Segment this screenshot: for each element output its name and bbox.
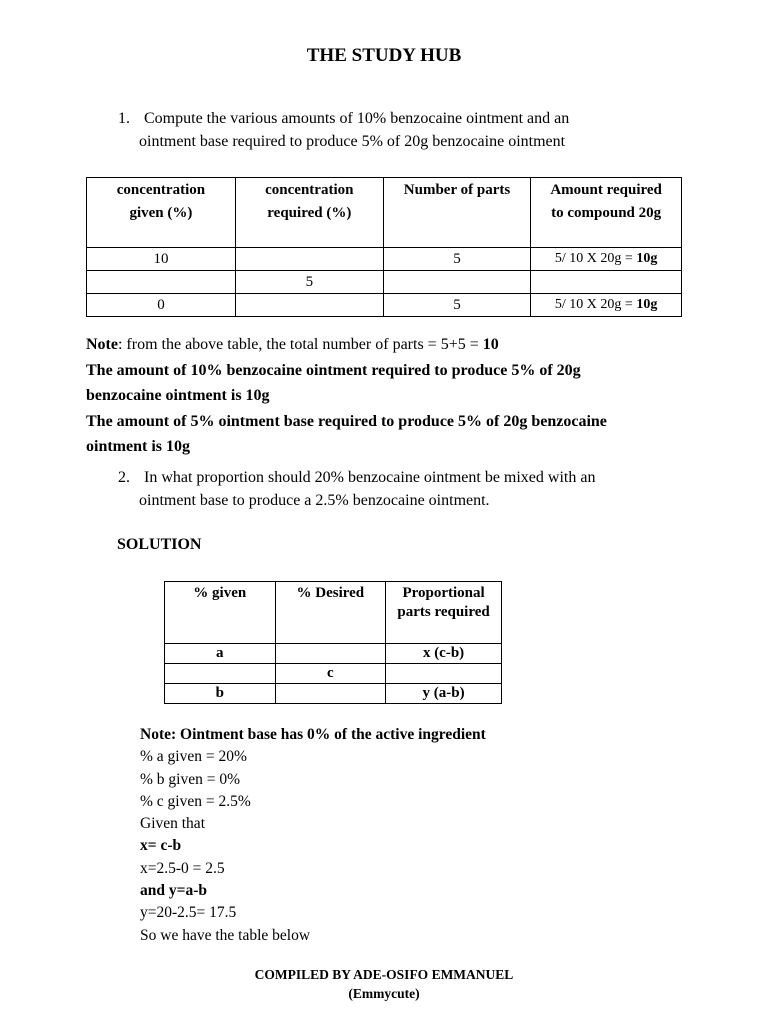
solution-line: Given that [140, 815, 205, 833]
amount-statement-line: ointment is 10g [86, 438, 190, 455]
footer-nickname: (Emmycute) [348, 986, 420, 1001]
amount-statement-line: The amount of 5% ointment base required to produce 5% of 20g benzocaine [86, 412, 607, 430]
note-total: 10 [482, 336, 499, 353]
question-text-line: ointment base to produce a 2.5% benzocaine ointment. [139, 492, 490, 509]
solution-line: and y=a-b [140, 882, 207, 900]
note-label: Note [86, 336, 118, 353]
solution-line: x= c-b [140, 837, 182, 855]
question-text-line: Compute the various amounts of 10% benzocaine ointment and an [144, 110, 570, 127]
solution-note: Note: Ointment base has 0% of the active ingredient [140, 726, 486, 743]
solution-steps [140, 724, 486, 947]
table-row [87, 294, 682, 317]
concentration-table [86, 177, 682, 317]
table-row [87, 248, 682, 271]
table-cell: b [165, 684, 276, 704]
table-cell: 5 [235, 271, 383, 294]
amount-expression: 5/ 10 X 20g = [554, 297, 637, 312]
amount-statement-line: benzocaine ointment is 10g [86, 387, 270, 404]
table-cell [275, 684, 386, 704]
amount-result: 10g [636, 251, 658, 266]
table-header-cell: % given [165, 582, 276, 644]
table-cell: 10 [87, 248, 236, 271]
table-row [87, 271, 682, 294]
table-cell: 5 [383, 248, 531, 271]
solution-line: So we have the table below [140, 926, 311, 944]
table-row [165, 684, 502, 704]
amount-statement-line: The amount of 10% benzocaine ointment required to produce 5% of 20g [86, 361, 581, 379]
table-header-cell: concentration required (%) [235, 178, 383, 248]
table-cell [87, 271, 236, 294]
table-row [165, 644, 502, 664]
question-number: 2. [118, 469, 130, 486]
table-cell [531, 248, 682, 271]
solution-line: x=2.5-0 = 2.5 [140, 859, 225, 877]
amount-result: 10g [636, 297, 658, 312]
table-cell [235, 294, 383, 317]
table-cell: y (a-b) [386, 684, 502, 704]
table-cell: c [275, 664, 386, 684]
table-header-cell: concentration given (%) [87, 178, 236, 248]
table-cell [386, 664, 502, 684]
solution-line: % c given = 2.5% [140, 792, 251, 810]
note-text: : from the above table, the total number of parts = 5+5 = [117, 336, 483, 353]
table-header-row [165, 582, 502, 644]
table-row [165, 664, 502, 684]
table-header-cell: % Desired [275, 582, 386, 644]
table-header-row [87, 178, 682, 248]
question-text-line: In what proportion should 20% benzocaine ointment be mixed with an [144, 469, 596, 486]
amount-expression: 5/ 10 X 20g = [554, 251, 637, 266]
table-cell [165, 664, 276, 684]
table-cell [531, 294, 682, 317]
footer [0, 965, 768, 1003]
footer-compiler: COMPILED BY ADE-OSIFO EMMANUEL [254, 967, 514, 982]
proportion-table [164, 581, 502, 704]
table-cell [275, 644, 386, 664]
solution-line: % b given = 0% [140, 770, 241, 788]
table-cell: a [165, 644, 276, 664]
table-header-cell: Proportional parts required [386, 582, 502, 644]
question-2 [118, 466, 595, 512]
table-cell [383, 271, 531, 294]
solution-line: y=20-2.5= 17.5 [140, 904, 237, 922]
page-title: THE STUDY HUB [306, 45, 462, 66]
table-cell: 0 [87, 294, 236, 317]
question-1 [118, 107, 569, 153]
solution-line: % a given = 20% [140, 748, 247, 766]
notes-section [86, 332, 686, 460]
table-cell [235, 248, 383, 271]
table-header-cell: Number of parts [383, 178, 531, 248]
solution-heading: SOLUTION [117, 536, 202, 553]
question-text-line: ointment base required to produce 5% of 20g benzocaine ointment [139, 133, 566, 150]
table-cell: 5 [383, 294, 531, 317]
table-cell [531, 271, 682, 294]
question-number: 1. [118, 110, 130, 127]
table-cell: x (c-b) [386, 644, 502, 664]
table-header-cell: Amount required to compound 20g [531, 178, 682, 248]
